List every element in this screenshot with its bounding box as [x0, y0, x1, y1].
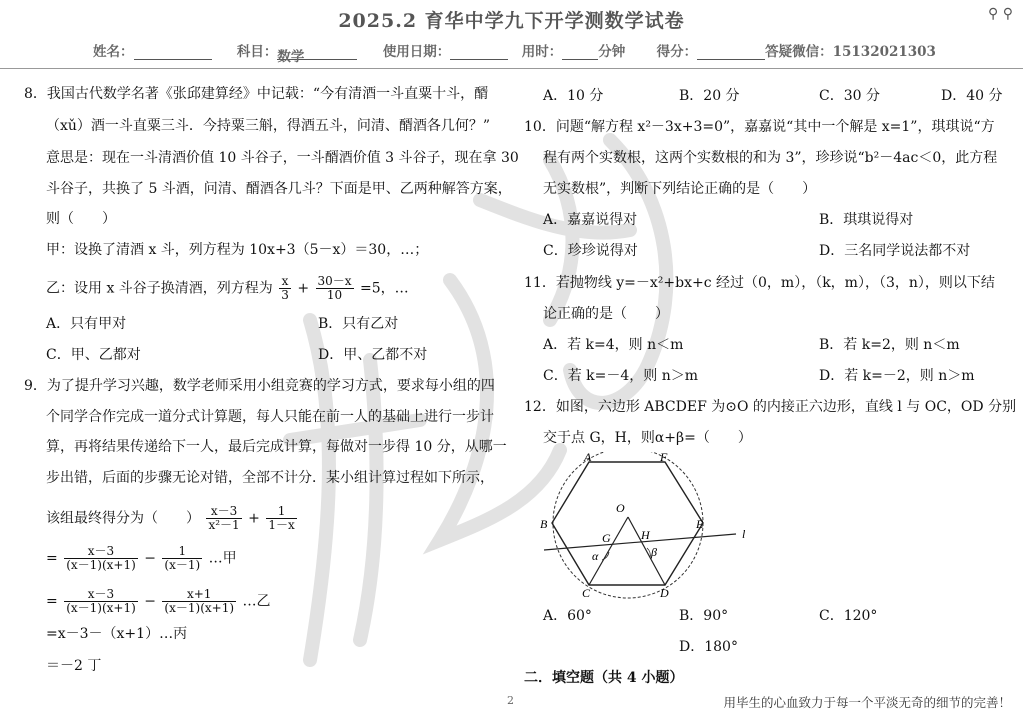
- q9-e0-f2-num: 1: [266, 505, 296, 519]
- q9-expression: [46, 505, 299, 532]
- q9-step-bing: =x－3－（x+1）…丙: [46, 626, 188, 642]
- q12-line-1: 12．如图，六边形 ABCDEF 为⊙O 的内接正六边形，直线 l 与 OC，OD 分别: [524, 399, 1017, 415]
- q9-s2-tag: …乙: [242, 593, 271, 610]
- circle-o: [553, 452, 703, 598]
- q9-option-b[interactable]: B．20 分: [679, 88, 740, 104]
- time-unit: 分钟: [598, 44, 626, 60]
- q8-line-1: 8．我国古代数学名著《张邱建算经》中记载：“今有清酒一斗直粟十斗，醑: [24, 86, 489, 102]
- q11-option-a[interactable]: A．若 k=4，则 n＜m: [543, 337, 684, 353]
- q8-frac2-num: 30－x: [317, 274, 352, 288]
- q9-step-yi: [46, 588, 270, 615]
- name-field[interactable]: [134, 45, 212, 60]
- q9-e0-plus: +: [248, 510, 260, 527]
- header-icons: ⚲ ⚲: [988, 6, 1013, 22]
- q9-option-d[interactable]: D．40 分: [941, 88, 1003, 104]
- q10-option-d[interactable]: D．三名同学说法都不对: [819, 243, 971, 259]
- q9-s1-f2-den: (x－1): [164, 558, 201, 572]
- hexagon-abcdef: [552, 462, 703, 585]
- q10-line-3: 无实数根”，判断下列结论正确的是（ ）: [543, 181, 817, 197]
- q12-option-a[interactable]: A．60°: [543, 608, 592, 624]
- q8-line-5: 则（ ）: [46, 211, 116, 227]
- q9-s1-frac2: [162, 545, 202, 572]
- q8-fraction-1: [279, 275, 291, 302]
- q9-line-4: 步出错，后面的步骤无论对错，全部不计分．某小组计算过程如下所示，: [46, 470, 494, 486]
- label-o: O: [616, 501, 625, 515]
- q9-prefix: 该组最终得分为（ ）: [46, 510, 200, 527]
- q10-option-a[interactable]: A．嘉嘉说得对: [543, 212, 638, 228]
- q9-s2-f1-den: (x－1)(x+1): [66, 601, 136, 615]
- label-h: H: [641, 528, 650, 542]
- q9-s2-frac1: [64, 588, 138, 615]
- q8-option-c[interactable]: C．甲、乙都对: [46, 347, 141, 363]
- q9-s1-f1-den: (x－1)(x+1): [66, 558, 136, 572]
- q9-s1-tag: …甲: [208, 550, 237, 567]
- q9-s1-frac1: [64, 545, 138, 572]
- q10-line-1: 10．问题“解方程 x²－3x+3=0”，嘉嘉说“其中一个解是 x=1”，琪琪说“方: [524, 119, 995, 135]
- date-field[interactable]: [450, 45, 508, 60]
- q9-step-ding: ＝－2 丁: [46, 658, 102, 674]
- section-2-heading: 二．填空题（共 4 小题）: [524, 670, 684, 686]
- score-label: 得分：: [656, 44, 698, 60]
- q8-frac2-den: 10: [326, 288, 343, 302]
- label-b: B: [540, 517, 548, 531]
- line-l: [544, 534, 736, 550]
- subject-label: 科目：: [236, 44, 278, 60]
- contact-info: 答疑微信：15132021303: [765, 44, 936, 60]
- q8-line-6: 甲：设换了清酒 x 斗，列方程为 10x+3（5－x）＝30，…；: [46, 242, 429, 258]
- hexagon-figure: [540, 452, 770, 600]
- q12-option-d[interactable]: D．180°: [679, 639, 738, 655]
- q8-yi-suffix: =5，…: [360, 280, 409, 297]
- q8-frac1-num: x: [279, 275, 291, 289]
- q9-e0-f1-num: x－3: [206, 505, 241, 519]
- q8-option-b[interactable]: B．只有乙对: [318, 316, 399, 332]
- q11-line-1: 11．若抛物线 y=－x²+bx+c 经过（0，m），（k，m），（3，n），则以下结: [524, 275, 995, 291]
- q11-option-b[interactable]: B．若 k=2，则 n＜m: [819, 337, 960, 353]
- q9-e0-f1-den: x²－1: [208, 518, 240, 532]
- name-label: 姓名：: [93, 44, 134, 60]
- q8-plus: +: [297, 280, 310, 297]
- q9-s2-eq: =: [46, 593, 58, 610]
- q9-e0-frac1: [206, 505, 241, 532]
- q11-line-2: 论正确的是（ ）: [543, 306, 669, 322]
- q8-option-a[interactable]: A．只有甲对: [46, 316, 127, 332]
- q8-fraction-2: [316, 275, 354, 302]
- q9-s2-f1-num: x－3: [64, 588, 138, 602]
- q8-line-yi: [46, 275, 409, 302]
- label-beta: β: [651, 545, 657, 559]
- q9-s1-eq: =: [46, 550, 58, 567]
- q9-s2-frac2: [162, 588, 236, 615]
- q11-option-c[interactable]: C．若 k=－4，则 n＞m: [543, 368, 699, 384]
- page-number: 2: [507, 694, 514, 707]
- q8-yi-prefix: 乙：设用 x 斗谷子换清酒，列方程为: [46, 280, 273, 297]
- q8-option-d[interactable]: D．甲、乙都不对: [318, 347, 428, 363]
- label-c: C: [582, 586, 591, 600]
- q8-line-4: 斗谷子，共换了 5 斗酒，问清、醑酒各几斗？下面是甲、乙两种解答方案，: [46, 181, 512, 197]
- subject-value: 数学: [277, 49, 305, 65]
- time-field[interactable]: [562, 45, 598, 60]
- label-g: G: [602, 531, 611, 545]
- q9-option-a[interactable]: A．10 分: [543, 88, 604, 104]
- label-a: A: [584, 452, 592, 464]
- q10-line-2: 程有两个实数根，这两个实数根的和为 3”，珍珍说“b²－4ac＜0，此方程: [543, 150, 998, 166]
- label-d: D: [660, 586, 669, 600]
- q10-option-c[interactable]: C．珍珍说得对: [543, 243, 638, 259]
- q10-option-b[interactable]: B．琪琪说得对: [819, 212, 914, 228]
- q9-s2-f2-den: (x－1)(x+1): [164, 601, 235, 615]
- q8-line-3: 意思是：现在一斗清酒价值 10 斗谷子，一斗醑酒价值 3 斗谷子，现在拿 30: [46, 150, 519, 166]
- q9-e0-frac2: [266, 505, 296, 532]
- q8-frac1-den: 3: [281, 288, 289, 302]
- header-divider: [0, 68, 1023, 69]
- q9-option-c[interactable]: C．30 分: [819, 88, 880, 104]
- q12-option-b[interactable]: B．90°: [679, 608, 729, 624]
- label-f: F: [660, 452, 668, 464]
- label-e: E: [696, 517, 704, 531]
- q9-line-3: 算，再将结果传递给下一人，最后完成计算，每做对一步得 10 分，从哪一: [46, 439, 507, 455]
- label-l: l: [742, 527, 746, 541]
- subject-field: [277, 45, 357, 65]
- q9-line-2: 个同学合作完成一道分式计算题，每人只能在前一人的基础上进行一步计: [46, 409, 494, 425]
- q9-s1-f2-num: 1: [162, 545, 202, 559]
- q9-s1-f1-num: x－3: [64, 545, 138, 559]
- q9-s1-minus: −: [144, 550, 156, 567]
- q9-e0-f2-den: 1－x: [268, 518, 295, 532]
- q9-step-jia: [46, 545, 237, 572]
- q9-s2-minus: −: [144, 593, 156, 610]
- label-alpha: α: [592, 549, 599, 563]
- q11-option-d[interactable]: D．若 k=－2，则 n＞m: [819, 368, 975, 384]
- score-field[interactable]: [697, 45, 765, 60]
- q9-line-1: 9．为了提升学习兴趣，数学老师采用小组竞赛的学习方式，要求每小组的四: [24, 378, 495, 394]
- info-bar: [93, 40, 936, 65]
- q12-option-c[interactable]: C．120°: [819, 608, 878, 624]
- q9-s2-f2-num: x+1: [162, 588, 236, 602]
- time-label: 用时：: [521, 44, 563, 60]
- footer-slogan: 用毕生的心血致力于每一个平淡无奇的细节的完善！: [723, 695, 1011, 710]
- page-title: 2025.2 育华中学九下开学测数学试卷: [338, 10, 685, 32]
- date-label: 使用日期：: [382, 44, 451, 60]
- q12-line-2: 交于点 G，H，则α+β=（ ）: [543, 430, 752, 446]
- q8-line-2: （xǔ）酒一斗直粟三斗．今持粟三斛，得酒五斗，问清、醑酒各几何？”: [46, 118, 491, 134]
